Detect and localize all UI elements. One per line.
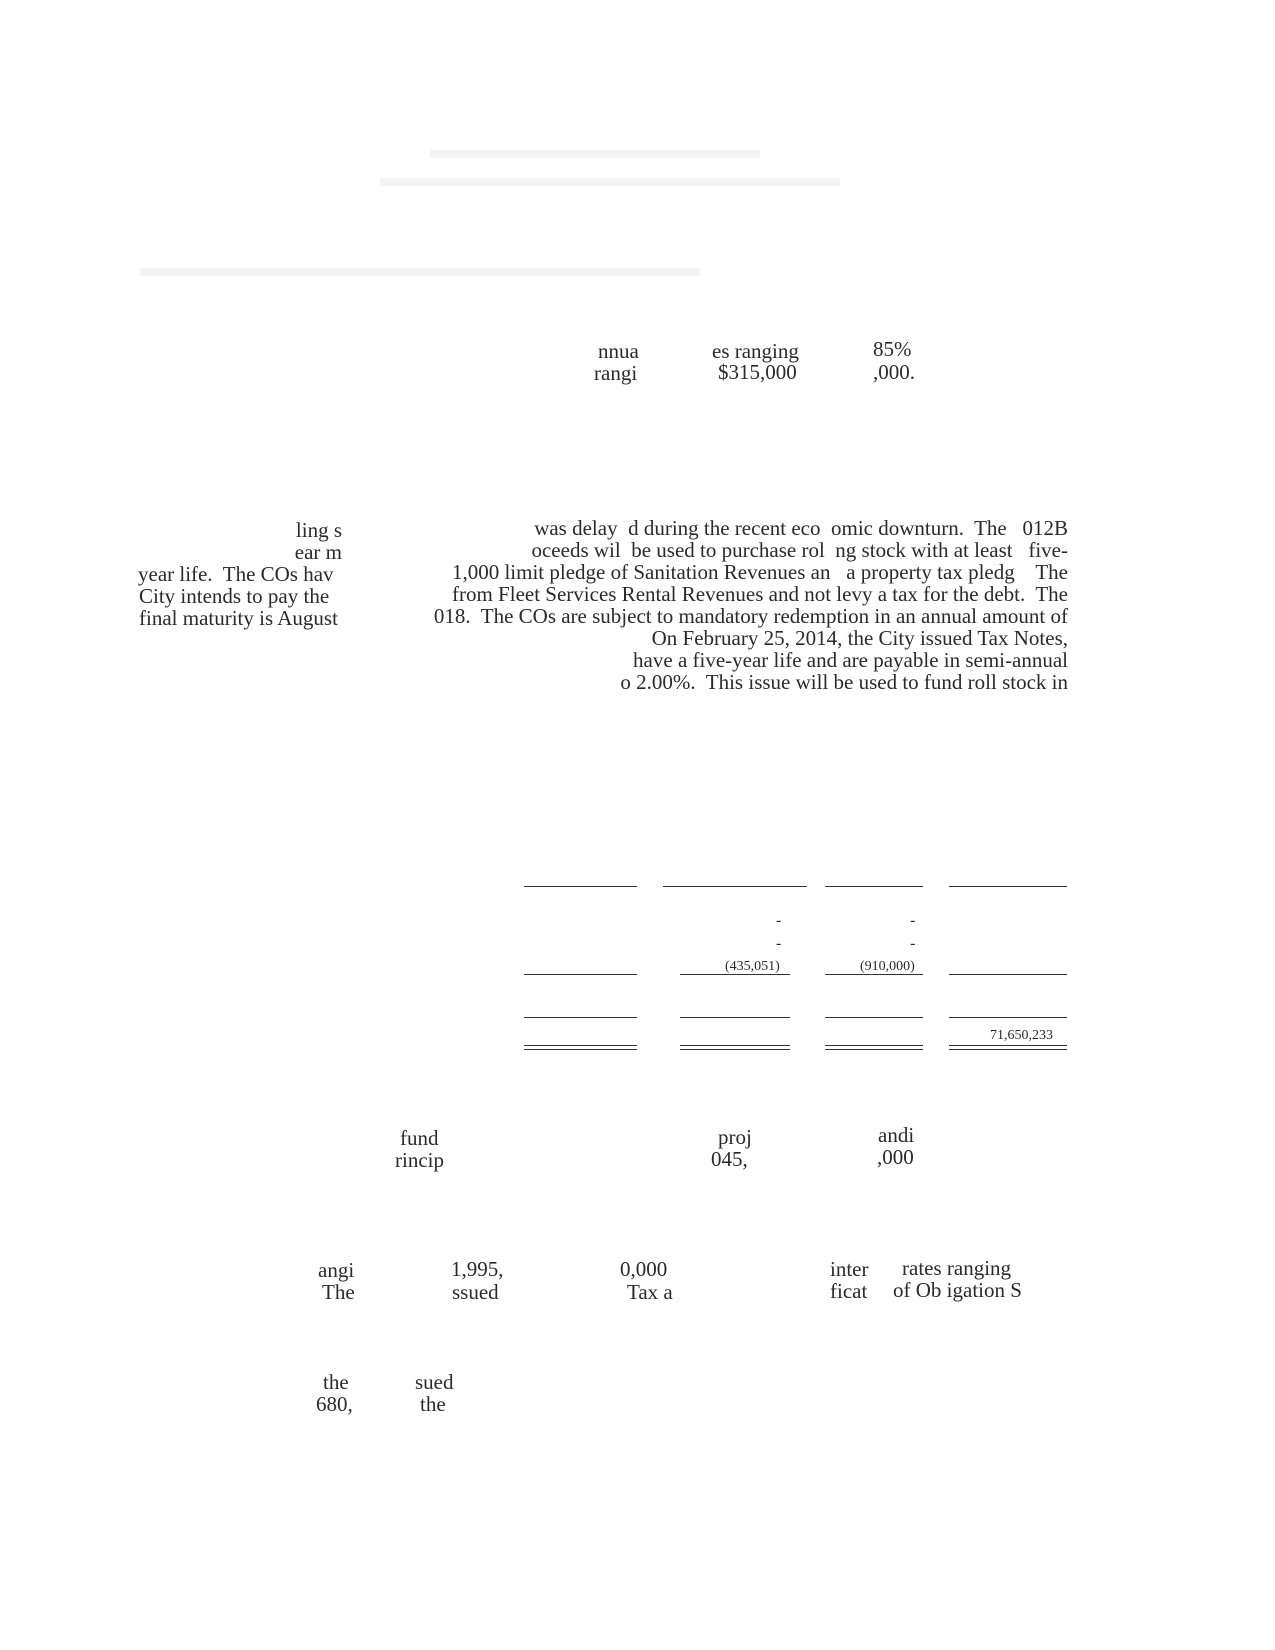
double-underline — [524, 1045, 637, 1050]
dash-cell: - — [776, 912, 782, 929]
text-fragment: ,000 — [877, 1145, 914, 1169]
column-rule — [825, 886, 923, 887]
text-fragment: 045, — [711, 1147, 748, 1171]
text-fragment: 85% — [873, 337, 912, 361]
column-rule — [524, 886, 637, 887]
text-fragment: inter — [830, 1257, 869, 1281]
text-fragment: andi — [878, 1123, 915, 1147]
column-rule — [680, 974, 790, 975]
text-fragment: rincip — [395, 1148, 444, 1172]
dash-cell: - — [910, 935, 916, 952]
text-fragment: ssued — [452, 1280, 499, 1304]
faded-heading-line — [430, 150, 760, 158]
column-rule — [524, 974, 637, 975]
column-rule — [680, 1017, 790, 1018]
faded-heading-line — [380, 178, 840, 186]
text-fragment: $315,000 — [718, 360, 797, 384]
total-value: 71,650,233 — [990, 1028, 1053, 1043]
text-fragment: the — [420, 1392, 446, 1416]
text-fragment: ear m — [294, 540, 342, 564]
text-fragment: 1,000 limit pledge of Sanitation Revenues an a property tax pledg The — [451, 560, 1068, 584]
double-underline — [680, 1045, 790, 1050]
column-rule — [825, 1017, 923, 1018]
text-fragment: rates ranging — [902, 1256, 1012, 1280]
text-fragment: proj — [718, 1125, 752, 1149]
text-fragment: the — [323, 1370, 349, 1394]
text-fragment: from Fleet Services Rental Revenues and not levy a tax for the debt. The — [451, 582, 1068, 606]
text-fragment: 1,995, — [451, 1257, 504, 1281]
text-fragment: oceeds wil be used to purchase rol ng stock with at least five- — [531, 538, 1068, 562]
text-fragment: sued — [415, 1370, 454, 1394]
text-fragment: ficat — [830, 1279, 868, 1303]
text-fragment: rangi — [594, 361, 638, 385]
reduction-value: (910,000) — [860, 959, 915, 974]
reduction-value: (435,051) — [725, 959, 780, 974]
column-rule — [949, 886, 1067, 887]
text-fragment: 0,000 — [620, 1257, 668, 1281]
column-rule — [949, 1017, 1067, 1018]
column-rule — [825, 974, 923, 975]
text-fragment: fund — [400, 1126, 439, 1150]
text-fragment: year life. The COs hav — [138, 562, 334, 586]
text-fragment: was delay d during the recent eco omic downturn. The 012B — [534, 516, 1068, 540]
text-fragment: The — [322, 1280, 355, 1304]
text-fragment: 018. The COs are subject to mandatory redemption in an annual amount of — [433, 604, 1068, 628]
double-underline — [825, 1045, 923, 1050]
faded-text-line — [140, 268, 700, 276]
text-fragment: nnua — [598, 339, 639, 363]
text-fragment: of Ob igation S — [893, 1278, 1022, 1302]
text-fragment: es ranging — [712, 339, 799, 363]
text-fragment: On February 25, 2014, the City issued Tax Notes, — [651, 626, 1068, 650]
column-rule — [949, 974, 1067, 975]
dash-cell: - — [910, 912, 916, 929]
text-fragment: ,000. — [873, 360, 915, 384]
text-fragment: have a five-year life and are payable in semi-annual — [633, 648, 1068, 672]
text-fragment: angi — [318, 1258, 355, 1282]
dash-cell: - — [776, 935, 782, 952]
text-fragment: ling s — [295, 518, 342, 542]
double-underline — [949, 1045, 1067, 1050]
text-fragment: o 2.00%. This issue will be used to fund roll stock in — [620, 670, 1068, 694]
text-fragment: City intends to pay the — [139, 584, 330, 608]
text-fragment: final maturity is August — [139, 606, 338, 630]
text-fragment: 680, — [316, 1392, 353, 1416]
column-rule — [663, 886, 807, 887]
text-fragment: Tax a — [627, 1280, 673, 1304]
column-rule — [524, 1017, 637, 1018]
